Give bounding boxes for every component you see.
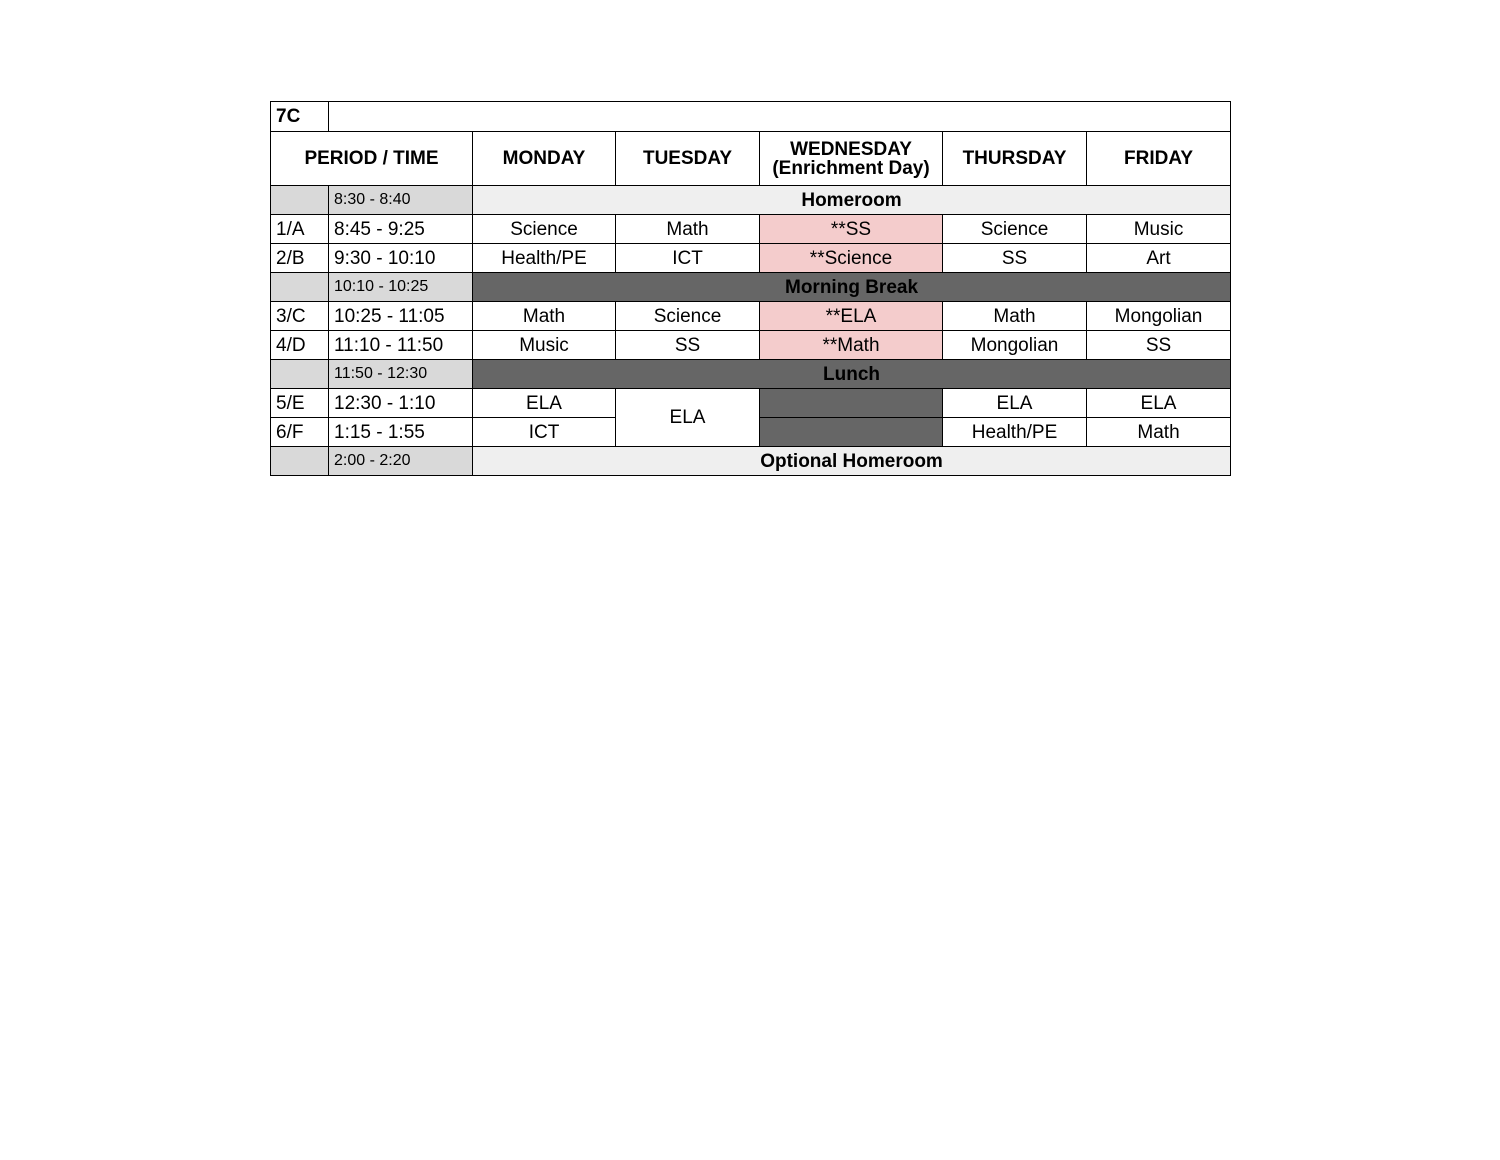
header-monday: MONDAY — [473, 132, 616, 186]
period-row — [271, 331, 1231, 360]
period-cell: 4/D — [271, 331, 329, 360]
header-period-time: PERIOD / TIME — [271, 132, 473, 186]
friday-cell: Music — [1087, 215, 1231, 244]
wednesday-cell: **ELA — [760, 302, 943, 331]
thursday-cell: Math — [943, 302, 1087, 331]
lunch-band: Lunch — [473, 360, 1231, 389]
time-cell: 9:30 - 10:10 — [329, 244, 473, 273]
time-cell: 2:00 - 2:20 — [329, 447, 473, 476]
period-cell — [271, 360, 329, 389]
period-row — [271, 389, 1231, 418]
period-row — [271, 244, 1231, 273]
friday-cell: Mongolian — [1087, 302, 1231, 331]
period-cell: 6/F — [271, 418, 329, 447]
time-cell: 11:50 - 12:30 — [329, 360, 473, 389]
time-cell: 11:10 - 11:50 — [329, 331, 473, 360]
schedule-table — [270, 101, 1231, 476]
tuesday-cell: Math — [616, 215, 760, 244]
friday-cell: Art — [1087, 244, 1231, 273]
time-cell: 1:15 - 1:55 — [329, 418, 473, 447]
wednesday-cell: **Math — [760, 331, 943, 360]
monday-cell: Music — [473, 331, 616, 360]
friday-cell: ELA — [1087, 389, 1231, 418]
tuesday-cell: SS — [616, 331, 760, 360]
period-cell: 2/B — [271, 244, 329, 273]
header-row — [271, 132, 1231, 186]
time-cell: 10:25 - 11:05 — [329, 302, 473, 331]
monday-cell: Math — [473, 302, 616, 331]
monday-cell: Health/PE — [473, 244, 616, 273]
morning-break-band: Morning Break — [473, 273, 1231, 302]
class-title-blank — [329, 102, 1231, 132]
wednesday-cell: **Science — [760, 244, 943, 273]
optional-homeroom-band: Optional Homeroom — [473, 447, 1231, 476]
thursday-cell: Science — [943, 215, 1087, 244]
time-cell: 8:45 - 9:25 — [329, 215, 473, 244]
wednesday-cell: **SS — [760, 215, 943, 244]
homeroom-band: Homeroom — [473, 186, 1231, 215]
homeroom-row — [271, 186, 1231, 215]
monday-cell: ELA — [473, 389, 616, 418]
wednesday-cell — [760, 389, 943, 418]
class-label: 7C — [271, 102, 329, 132]
header-wednesday — [760, 132, 943, 186]
monday-cell: ICT — [473, 418, 616, 447]
tuesday-merged-cell: ELA — [616, 389, 760, 447]
period-cell — [271, 186, 329, 215]
lunch-row — [271, 360, 1231, 389]
period-row — [271, 302, 1231, 331]
header-tuesday: TUESDAY — [616, 132, 760, 186]
period-row — [271, 215, 1231, 244]
period-cell: 1/A — [271, 215, 329, 244]
friday-cell: Math — [1087, 418, 1231, 447]
monday-cell: Science — [473, 215, 616, 244]
optional-homeroom-row — [271, 447, 1231, 476]
friday-cell: SS — [1087, 331, 1231, 360]
class-row — [271, 102, 1231, 132]
header-friday: FRIDAY — [1087, 132, 1231, 186]
period-cell: 5/E — [271, 389, 329, 418]
period-cell — [271, 273, 329, 302]
period-cell: 3/C — [271, 302, 329, 331]
thursday-cell: Health/PE — [943, 418, 1087, 447]
header-thursday: THURSDAY — [943, 132, 1087, 186]
thursday-cell: Mongolian — [943, 331, 1087, 360]
thursday-cell: SS — [943, 244, 1087, 273]
tuesday-cell: Science — [616, 302, 760, 331]
tuesday-cell: ICT — [616, 244, 760, 273]
time-cell: 12:30 - 1:10 — [329, 389, 473, 418]
morning-break-row — [271, 273, 1231, 302]
period-cell — [271, 447, 329, 476]
time-cell: 10:10 - 10:25 — [329, 273, 473, 302]
header-wednesday-line2: (Enrichment Day) — [772, 157, 930, 179]
thursday-cell: ELA — [943, 389, 1087, 418]
header-wednesday-line1: WEDNESDAY — [790, 138, 912, 160]
time-cell: 8:30 - 8:40 — [329, 186, 473, 215]
wednesday-cell — [760, 418, 943, 447]
